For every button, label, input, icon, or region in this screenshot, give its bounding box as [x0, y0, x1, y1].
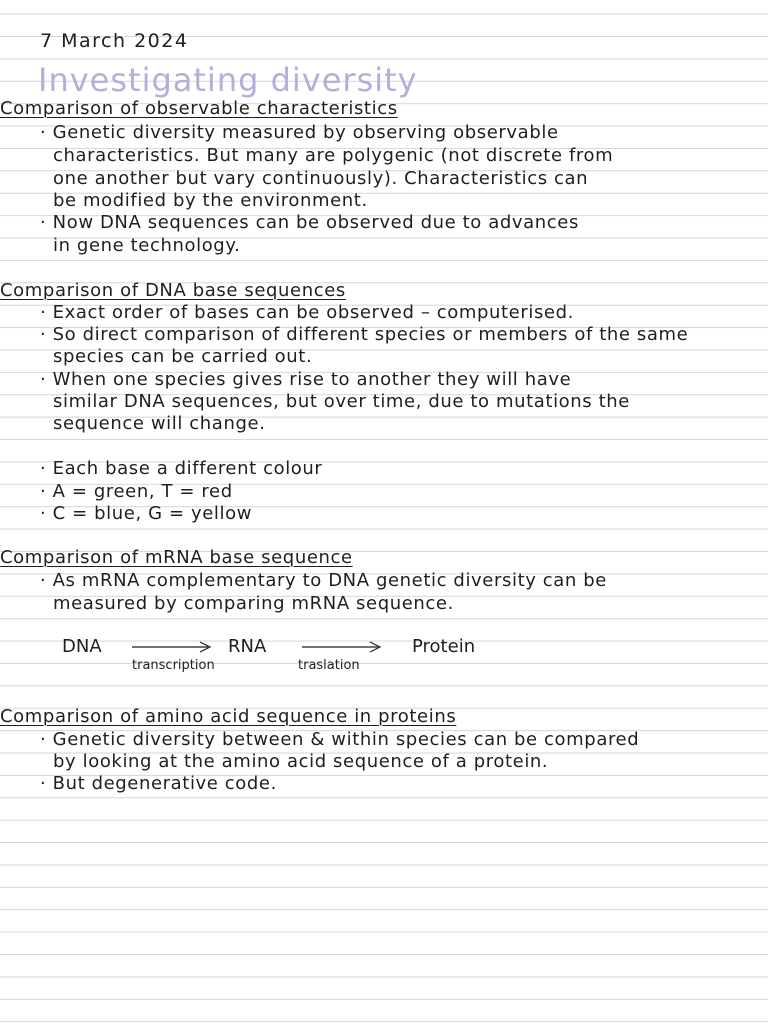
flow-rna: RNA	[228, 636, 267, 657]
note-line: · When one species gives rise to another they will have	[40, 369, 572, 390]
note-line: sequence will change.	[53, 413, 266, 434]
note-line: measured by comparing mRNA sequence.	[53, 593, 454, 614]
section-heading-observable: Comparison of observable characteristics	[0, 98, 398, 119]
flow-protein: Protein	[412, 636, 476, 657]
note-line: · Genetic diversity between & within species can be compared	[40, 729, 640, 750]
note-line: · Exact order of bases can be observed – computerised.	[40, 302, 574, 323]
note-line: in gene technology.	[53, 235, 241, 256]
note-line: · A = green, T = red	[40, 481, 233, 502]
section-heading-amino-acid: Comparison of amino acid sequence in proteins	[0, 706, 457, 727]
note-line: one another but vary continuously). Characteristics can	[53, 168, 589, 189]
note-line: be modified by the environment.	[53, 190, 368, 211]
note-line: · Genetic diversity measured by observing observable	[40, 122, 559, 143]
section-heading-dna: Comparison of DNA base sequences	[0, 280, 346, 301]
note-date: 7 March 2024	[40, 30, 189, 52]
note-line: similar DNA sequences, but over time, due to mutations the	[53, 391, 630, 412]
note-line: · Each base a different colour	[40, 458, 323, 479]
arrow-icon	[130, 640, 215, 654]
note-line: species can be carried out.	[53, 346, 313, 367]
flow-dna: DNA	[62, 636, 102, 657]
note-line: · But degenerative code.	[40, 773, 277, 794]
note-line: characteristics. But many are polygenic (not discrete from	[53, 145, 614, 166]
flow-label-transcription: transcription	[132, 658, 215, 673]
note-line: by looking at the amino acid sequence of a protein.	[53, 751, 549, 772]
note-line: · As mRNA complementary to DNA genetic diversity can be	[40, 570, 607, 591]
note-line: · So direct comparison of different species or members of the same	[40, 324, 689, 345]
flow-label-translation: traslation	[298, 658, 360, 673]
note-line: · Now DNA sequences can be observed due to advances	[40, 212, 579, 233]
arrow-icon	[300, 640, 385, 654]
section-heading-mrna: Comparison of mRNA base sequence	[0, 547, 353, 568]
note-line: · C = blue, G = yellow	[40, 503, 253, 524]
page-title: Investigating diversity	[38, 61, 418, 99]
